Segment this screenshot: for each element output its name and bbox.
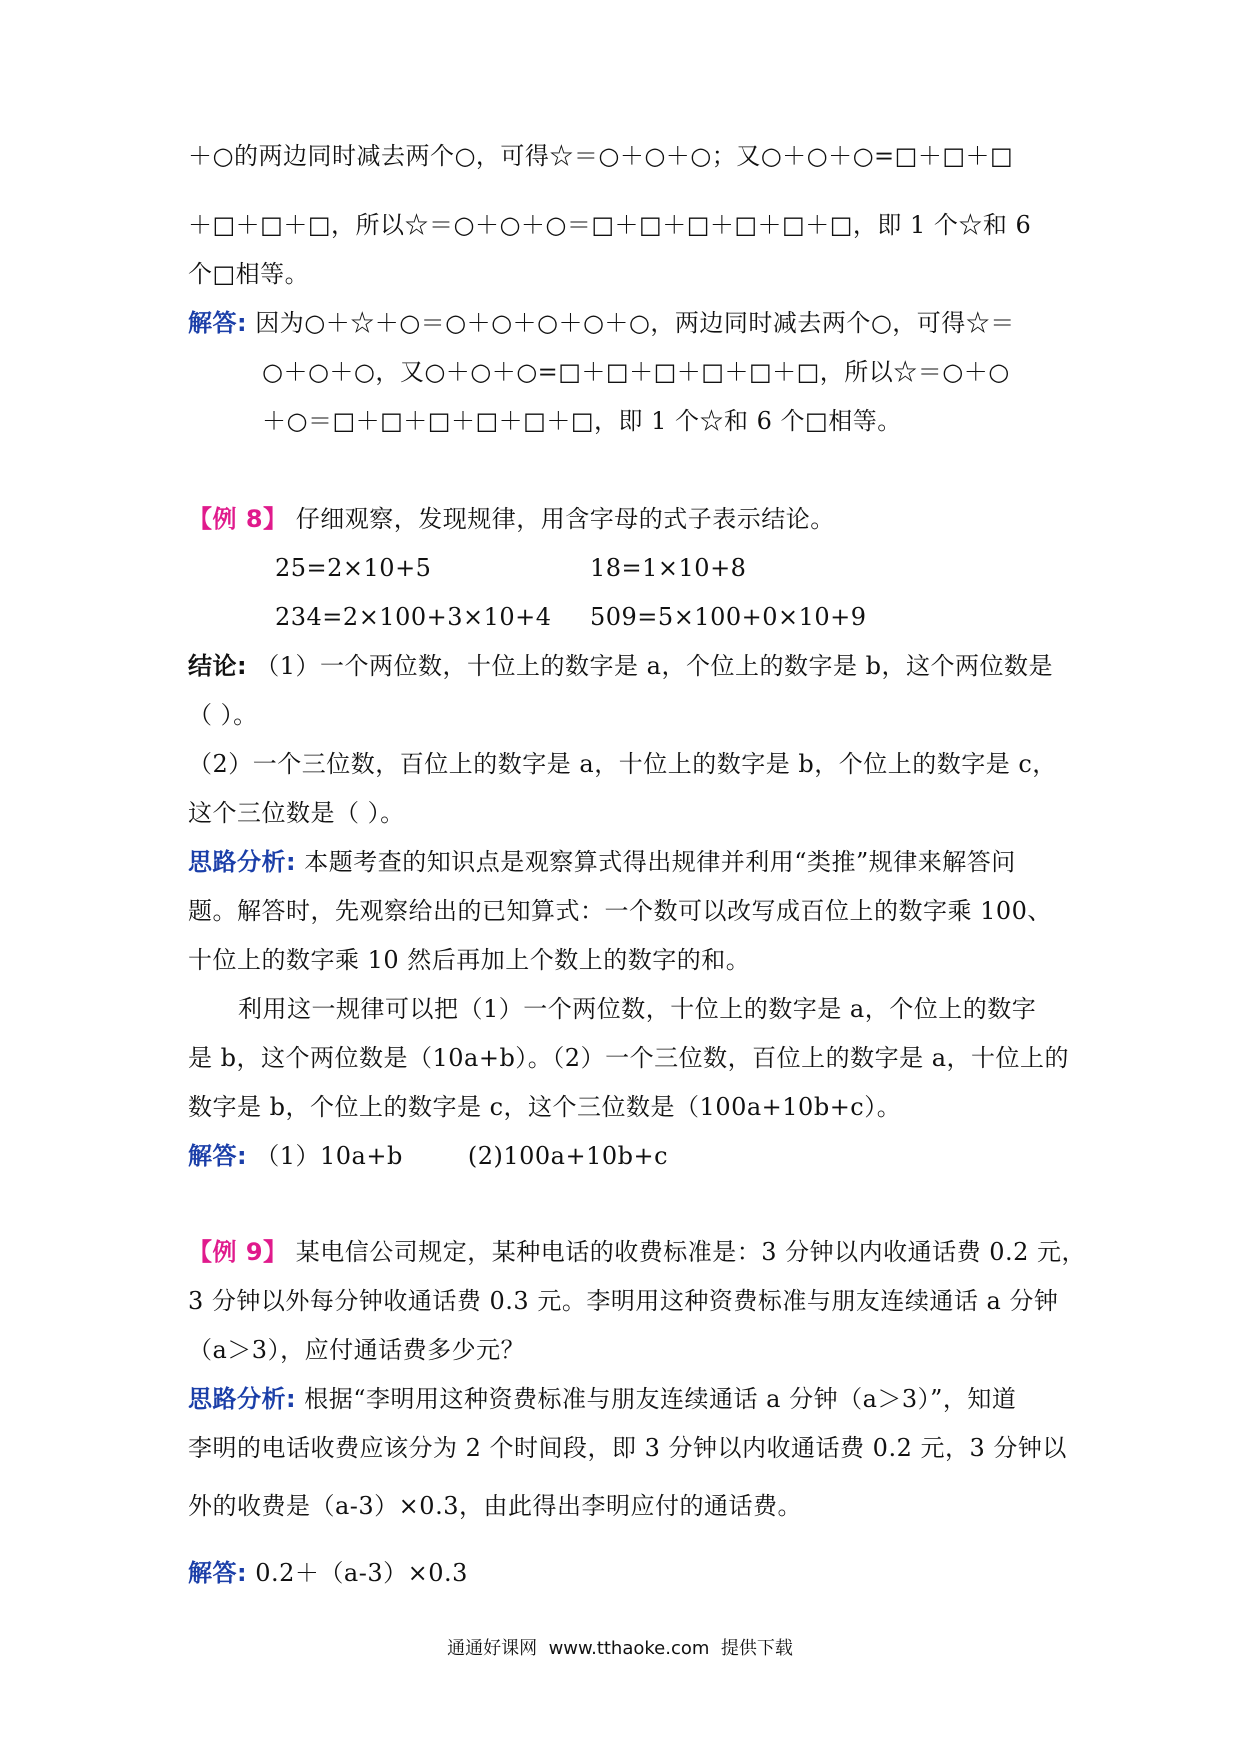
answer-label: 解答: [188,1559,248,1587]
equation: 18=1×10+8 [590,554,747,582]
text-line: 3 分钟以外每分钟收通话费 0.3 元。李明用这种资费标准与朋友连续通话 a 分钟 [188,1287,1059,1315]
answer-text: 因为○＋☆＋○＝○＋○＋○＋○＋○，两边同时减去两个○，可得☆＝ [255,309,1015,337]
text-line: 个□相等。 [188,260,310,288]
text-line: ＋○＝□＋□＋□＋□＋□＋□，即 1 个☆和 6 个□相等。 [262,407,902,435]
text-line: ＋□＋□＋□，所以☆＝○＋○＋○＝□＋□＋□＋□＋□＋□，即 1 个☆和 6 [188,211,1032,239]
equation: 509=5×100+0×10+9 [590,603,867,631]
text-line: 数字是 b，个位上的数字是 c，这个三位数是（100a+10b+c）。 [188,1093,902,1121]
text-line: （ ）。 [188,701,258,729]
analysis-block [188,1383,1016,1415]
text-line: 外的收费是（a-3）×0.3，由此得出李明应付的通话费。 [188,1492,802,1520]
example-9-heading [188,1236,1086,1268]
example-prompt: 仔细观察，发现规律，用含字母的式子表示结论。 [295,505,835,533]
text-line: 题。解答时，先观察给出的已知算式：一个数可以改写成百位上的数字乘 100、 [188,897,1052,925]
text-line: 利用这一规律可以把（1）一个两位数，十位上的数字是 a，个位上的数字 [238,995,1037,1023]
text-line: ＋○的两边同时减去两个○，可得☆＝○＋○＋○；又○＋○＋○=□＋□＋□ [188,142,1014,170]
answer-label: 解答: [188,1142,248,1170]
page-footer: 通通好课网 www.tthaoke.com 提供下载 [447,1638,793,1659]
example-label: 【例 9】 [188,1238,288,1266]
analysis-label: 思路分析: [188,1385,297,1413]
text-line: 十位上的数字乘 10 然后再加上个数上的数字的和。 [188,946,751,974]
answer-block [188,307,1015,339]
text-line: （2）一个三位数，百位上的数字是 a，十位上的数字是 b，个位上的数字是 c， [188,750,1057,778]
example-label: 【例 8】 [188,505,288,533]
analysis-label: 思路分析: [188,848,297,876]
answer-text: （1）10a+b (2)100a+10b+c [255,1142,669,1170]
conclusion-label: 结论: [188,652,248,680]
text-line: 李明的电话收费应该分为 2 个时间段，即 3 分钟以内收通话费 0.2 元，3 分钟以 [188,1434,1067,1462]
text-line: 这个三位数是（ ）。 [188,799,405,827]
answer-block [188,1557,468,1589]
answer-label: 解答: [188,309,248,337]
answer-text: 0.2＋（a-3）×0.3 [255,1559,468,1587]
equation: 25=2×10+5 [275,554,432,582]
example-8-heading [188,503,835,535]
conclusion-text: （1）一个两位数，十位上的数字是 a，个位上的数字是 b，这个两位数是 [255,652,1053,680]
analysis-text: 本题考查的知识点是观察算式得出规律并利用“类推”规律来解答问 [304,848,1016,876]
example-prompt: 某电信公司规定，某种电话的收费标准是：3 分钟以内收通话费 0.2 元， [295,1238,1087,1266]
text-line: ○＋○＋○，又○＋○＋○=□＋□＋□＋□＋□＋□，所以☆＝○＋○ [262,358,1010,386]
analysis-text: 根据“李明用这种资费标准与朋友连续通话 a 分钟（a＞3）”，知道 [304,1385,1017,1413]
answer-block [188,1140,668,1172]
conclusion-block [188,650,1053,682]
analysis-block [188,846,1016,878]
text-line: （a＞3），应付通话费多少元？ [188,1336,526,1364]
text-line: 是 b，这个两位数是（10a+b）。（2）一个三位数，百位上的数字是 a，十位上的 [188,1044,1070,1072]
equation: 234=2×100+3×10+4 [275,603,552,631]
